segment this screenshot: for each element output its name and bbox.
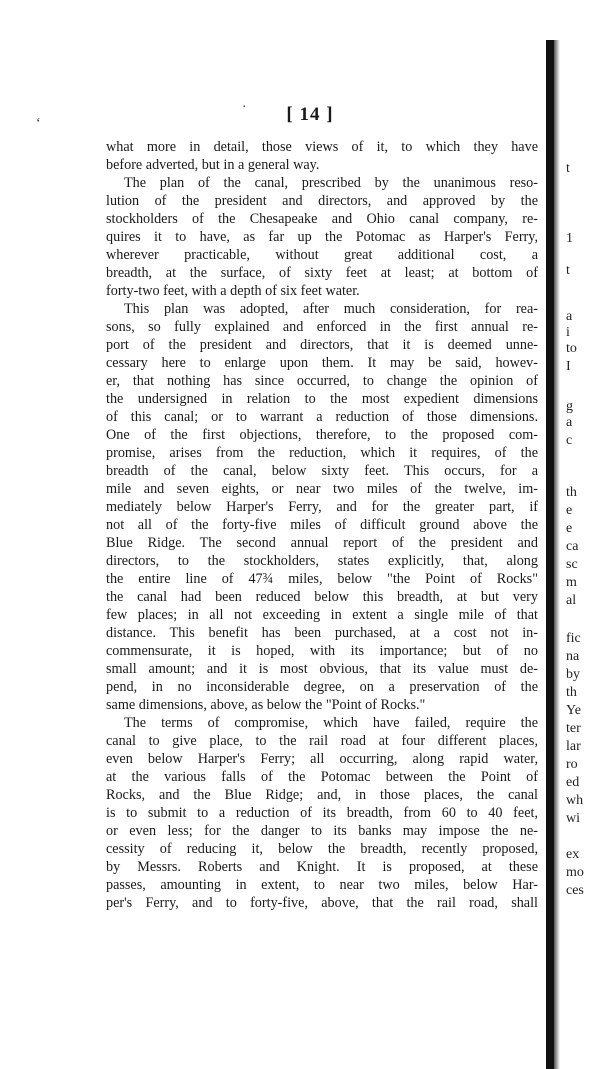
text-line: The terms of compromise, which have failed, require the <box>124 715 538 731</box>
facing-page-fragment: fic <box>566 631 581 646</box>
text-line: promise, arises from the reduction, which it requires, of the <box>106 445 538 461</box>
text-line: Rocks, and the Blue Ridge; and, in those places, the canal <box>106 787 538 803</box>
facing-page-fragment: Ye <box>566 703 581 718</box>
facing-page-fragment: mo <box>566 865 584 880</box>
facing-page-fragment: wh <box>566 793 584 808</box>
facing-page-fragment: ca <box>566 539 579 554</box>
text-line: small amount; and it is most obvious, that its value must de- <box>106 661 538 677</box>
text-line: what more in detail, those views of it, to which they have <box>106 139 538 155</box>
text-line: breadth of the canal, below sixty feet. This occurs, for a <box>106 463 538 479</box>
text-line: er, that nothing has since occurred, to change the opinion of <box>106 373 538 389</box>
text-line: canal to give place, to the rail road at four different places, <box>106 733 538 749</box>
facing-page-fragment: th <box>566 485 577 500</box>
text-line: same dimensions, above, as below the "Point of Rocks." <box>106 697 426 713</box>
facing-page-fragment: lar <box>566 739 581 754</box>
text-line: at the various falls of the Potomac between the Point of <box>106 769 538 785</box>
text-line: few places; in all not exceeding in extent a single mile of that <box>106 607 538 623</box>
text-line: commensurate, it is hoped, with its importance; but of no <box>106 643 538 659</box>
facing-page-fragment: e <box>566 503 573 518</box>
text-line: mile and seven eights, or near two miles of the twelve, im- <box>106 481 538 497</box>
text-line: the canal had been reduced below this breadth, at but very <box>106 589 538 605</box>
text-line: wherever practicable, without great additional cost, a <box>106 247 538 263</box>
facing-page-fragment: m <box>566 575 577 590</box>
text-line: stockholders of the Chesapeake and Ohio canal company, re- <box>106 211 538 227</box>
text-line: before adverted, but in a general way. <box>106 157 320 173</box>
text-line: of this canal; or to warrant a reduction of those dimensions. <box>106 409 538 425</box>
text-line: pend, in no inconsiderable degree, on a preservation of the <box>106 679 538 695</box>
text-line: One of the first objections, therefore, to the proposed com- <box>106 427 538 443</box>
text-line: quires it to have, as far up the Potomac as Harper's Ferry, <box>106 229 538 245</box>
facing-page-fragment: sc <box>566 557 578 572</box>
facing-page-fragment: g <box>566 399 573 414</box>
text-line: port of the president and directors, that it is deemed unne- <box>106 337 538 353</box>
page-number: [ 14 ] <box>286 104 334 125</box>
text-line: directors, to the stockholders, states explicitly, that, along <box>106 553 538 569</box>
text-line: breadth, at the surface, of sixty feet at least; at bottom of <box>106 265 538 281</box>
text-line: Blue Ridge. The second annual report of the president and <box>106 535 538 551</box>
facing-page-fragment: t <box>566 161 570 176</box>
facing-page-fragment: al <box>566 593 577 608</box>
text-line: distance. This benefit has been purchased, at a cost not in- <box>106 625 538 641</box>
facing-page-fragment: ro <box>566 757 578 772</box>
facing-page-fragment: ex <box>566 847 580 862</box>
text-line: the undersigned in relation to the most expedient dimensions <box>106 391 538 407</box>
page-gutter <box>546 40 554 1069</box>
stray-mark: ‘ <box>36 116 41 131</box>
text-line: is to submit to a reduction of its breadth, from 60 to 40 feet, <box>106 805 538 821</box>
facing-page-fragment: c <box>566 433 573 448</box>
text-line: the entire line of 47¾ miles, below "the Point of Rocks" <box>106 571 538 587</box>
text-line: mediately below Harper's Ferry, and for the greater part, if <box>106 499 538 515</box>
text-line: by Messrs. Roberts and Knight. It is proposed, at these <box>106 859 538 875</box>
text-line: cessary here to enlarge upon them. It may be said, howev- <box>106 355 538 371</box>
facing-page-fragment: i <box>566 325 570 340</box>
facing-page-fragment: ed <box>566 775 580 790</box>
facing-page-fragment: ces <box>566 883 584 898</box>
text-line: sons, so fully explained and enforced in the first annual re- <box>106 319 538 335</box>
text-line: even below Harper's Ferry; all occurring, along rapid water, <box>106 751 538 767</box>
stray-mark: · <box>242 100 247 115</box>
facing-page-fragment: a <box>566 415 573 430</box>
text-line: not all of the forty-five miles of difficult ground above the <box>106 517 538 533</box>
text-line: lution of the president and directors, and approved by the <box>106 193 538 209</box>
text-line: The plan of the canal, prescribed by the unanimous reso- <box>124 175 538 191</box>
gutter-shadow <box>554 40 560 1069</box>
facing-page-fragment: na <box>566 649 580 664</box>
facing-page-fragment: 1 <box>566 231 573 246</box>
text-line: or even less; for the danger to its banks may impose the ne- <box>106 823 538 839</box>
text-line: per's Ferry, and to forty-five, above, that the rail road, shall <box>106 895 538 911</box>
text-line: passes, amounting in extent, to near two miles, below Har- <box>106 877 538 893</box>
facing-page-fragment: I <box>566 359 571 374</box>
facing-page-fragment: t <box>566 263 570 278</box>
facing-page-fragment: to <box>566 341 577 356</box>
text-line: This plan was adopted, after much consideration, for rea- <box>124 301 538 317</box>
facing-page-fragment: wi <box>566 811 580 826</box>
facing-page-fragment: a <box>566 309 573 324</box>
facing-page-fragment: by <box>566 667 580 682</box>
facing-page-fragment: th <box>566 685 577 700</box>
body-text <box>106 138 538 912</box>
facing-page-fragment: ter <box>566 721 581 736</box>
text-line: forty-two feet, with a depth of six feet water. <box>106 283 360 299</box>
facing-page-fragment: e <box>566 521 573 536</box>
text-line: cessity of reducing it, below the breadth, recently proposed, <box>106 841 538 857</box>
